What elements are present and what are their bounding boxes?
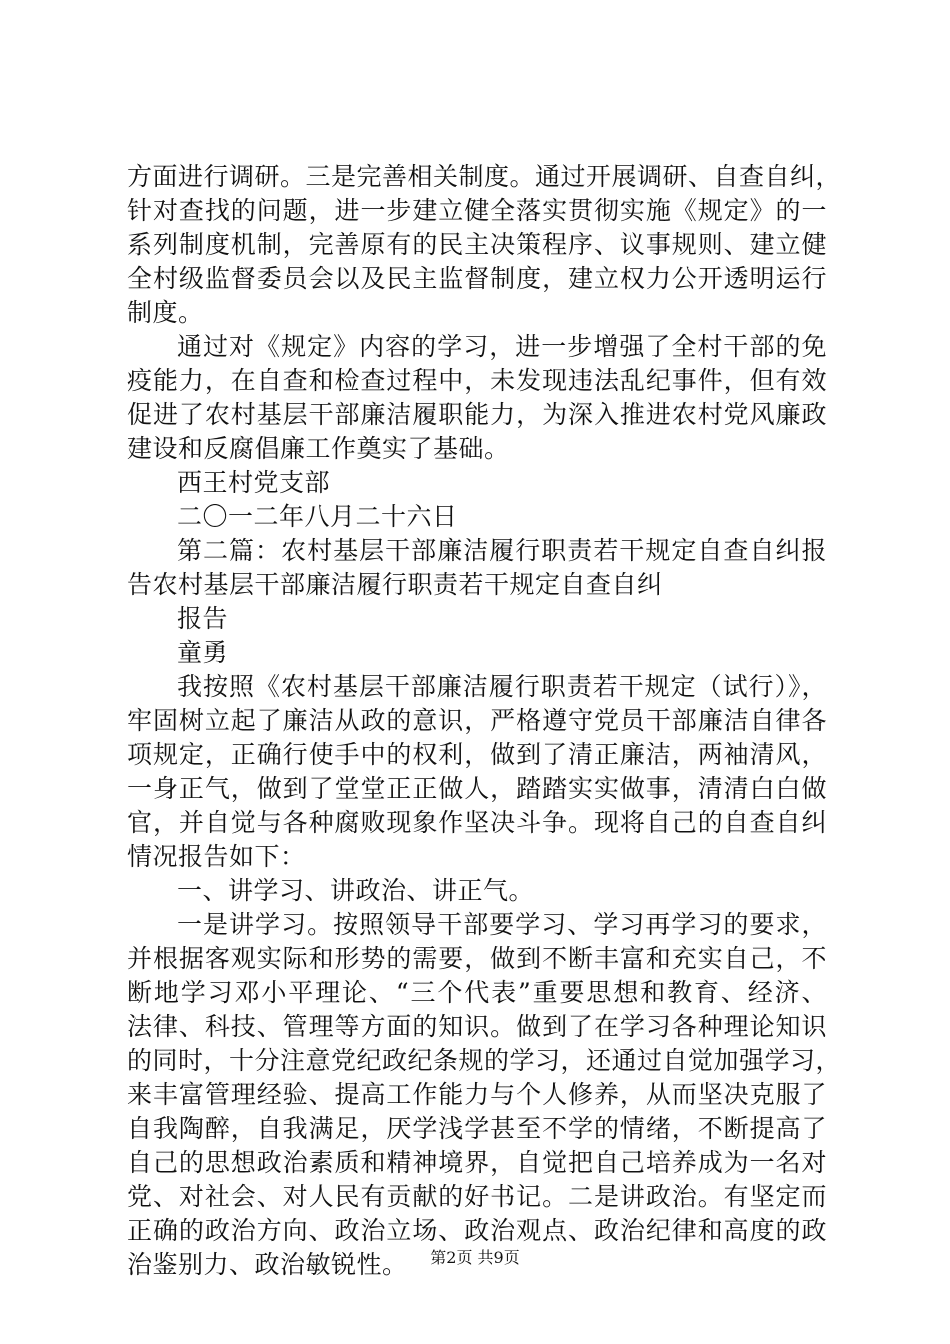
text-line: 针对查找的问题，进一步建立健全落实贯彻实施《规定》的一 — [127, 196, 827, 225]
text-line: 制度。 — [127, 298, 204, 327]
text-line: 全村级监督委员会以及民主监督制度，建立权力公开透明运行 — [127, 264, 827, 293]
signature-date: 二〇一二年八月二十六日 — [177, 502, 458, 531]
text-line: 通过对《规定》内容的学习，进一步增强了全村干部的免 — [177, 332, 827, 361]
text-line: 断地学习邓小平理论、“三个代表”重要思想和教育、经济、 — [127, 978, 827, 1007]
text-line: 建设和反腐倡廉工作奠实了基础。 — [127, 434, 510, 463]
text-line: 官，并自觉与各种腐败现象作坚决斗争。现将自己的自查自纠 — [127, 808, 827, 837]
body-text — [127, 160, 842, 1282]
text-line: 一是讲学习。按照领导干部要学习、学习再学习的要求， — [177, 910, 827, 939]
text-line: 一身正气，做到了堂堂正正做人，踏踏实实做事，清清白白做 — [127, 774, 827, 803]
text-line: 疫能力，在自查和检查过程中，未发现违法乱纪事件，但有效 — [127, 366, 827, 395]
text-line: 自我陶醉，自我满足，厌学浅学甚至不学的情绪，不断提高了 — [127, 1114, 827, 1143]
text-line: 情况报告如下： — [127, 842, 306, 871]
text-line: 我按照《农村基层干部廉洁履行职责若干规定（试行）》， — [177, 672, 827, 701]
section-title: 报告 — [177, 604, 229, 633]
text-line: 项规定，正确行使手中的权利，做到了清正廉洁，两袖清风， — [127, 740, 827, 769]
text-line: 正确的政治方向、政治立场、政治观点、政治纪律和高度的政 — [127, 1216, 827, 1245]
text-line: 方面进行调研。三是完善相关制度。通过开展调研、自查自纠， — [127, 162, 842, 191]
text-line: 法律、科技、管理等方面的知识。做到了在学习各种理论知识 — [127, 1012, 827, 1041]
section-title: 告农村基层干部廉洁履行职责若干规定自查自纠 — [127, 570, 663, 599]
signature-org: 西王村党支部 — [177, 468, 331, 497]
text-line: 促进了农村基层干部廉洁履职能力，为深入推进农村党风廉政 — [127, 400, 827, 429]
text-line: 的同时，十分注意党纪政纪条规的学习，还通过自觉加强学习， — [127, 1046, 842, 1075]
text-line: 治鉴别力、政治敏锐性。 — [127, 1250, 408, 1279]
text-line: 牢固树立起了廉洁从政的意识，严格遵守党员干部廉洁自律各 — [127, 706, 827, 735]
author-name: 童勇 — [177, 638, 229, 667]
text-line: 自己的思想政治素质和精神境界，自觉把自己培养成为一名对 — [127, 1148, 827, 1177]
text-line: 党、对社会、对人民有贡献的好书记。二是讲政治。有坚定而 — [127, 1182, 827, 1211]
page-footer: 第2页 共9页 — [430, 1248, 520, 1267]
text-line: 来丰富管理经验、提高工作能力与个人修养，从而坚决克服了 — [127, 1080, 827, 1109]
text-line: 并根据客观实际和形势的需要，做到不断丰富和充实自己，不 — [127, 944, 827, 973]
heading-line: 一、讲学习、讲政治、讲正气。 — [177, 876, 535, 905]
section-title: 第二篇：农村基层干部廉洁履行职责若干规定自查自纠报 — [177, 536, 827, 565]
text-line: 系列制度机制，完善原有的民主决策程序、议事规则、建立健 — [127, 230, 827, 259]
